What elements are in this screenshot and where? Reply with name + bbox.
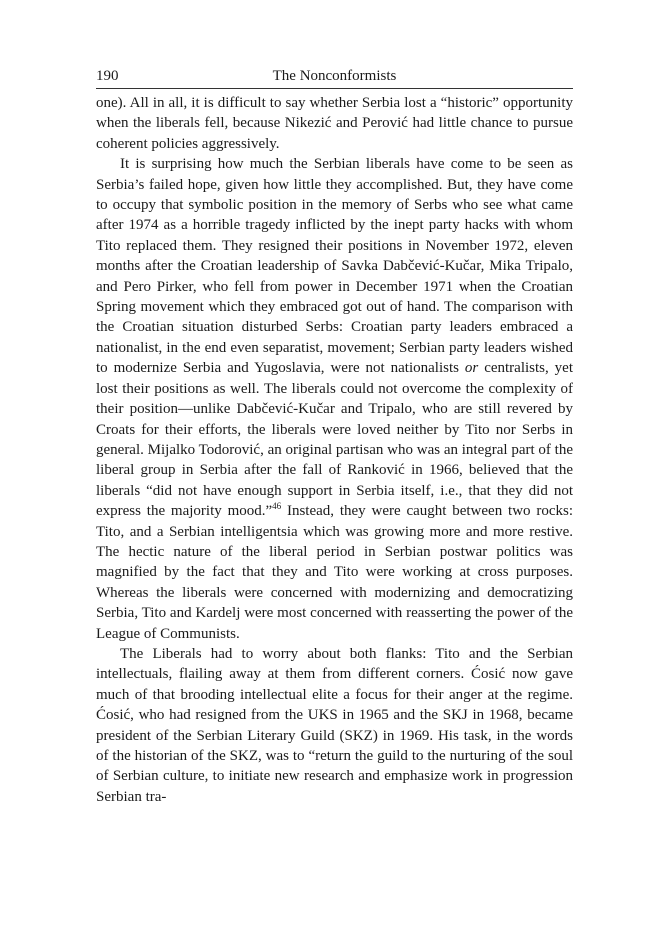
paragraph-3: The Liberals had to worry about both flanks: Tito and the Serbian intellectuals, flailing away at them from different corners. Ćosić now gave much of that brooding intellectual elite a focus for their anger at the regime. Ćosić, who had resigned from the UKS in 1965 and the SKJ in 1968, became president of the Serbian Literary Guild (SKZ) in 1969. His task, in the words of the historian of the SKZ, was to “return the guild to the nurturing of the soul of Serbian culture, to initiate new research and emphasize work in progression Serbian tra- [96,645,573,805]
book-page [96,66,573,807]
body-text [96,93,573,807]
paragraph-2-part-b: centralists, yet lost their positions as well. The liberals could not overcome the complexity of their position—unlike Dabčević-Kučar and Tripalo, who are still revered by Croats for their efforts, the liberals were loved neither by Tito nor Serbs in general. Mijalko Todorović, an original partisan who was an integral part of the liberal group in Serbia after the fall of Ranković in 1966, believed that the liberals “did not have enough support in Serbia itself, i.e., that they did not express the majority mood.” [96,360,574,520]
footnote-marker-46[interactable]: 46 [272,501,282,512]
paragraph-2-part-a: It is surprising how much the Serbian liberals have come to be seen as Serbia’s failed hope, given how little they accomplished. But, they have come to occupy that symbolic position in the memory of Serbs who see what came after 1974 as a horrible tragedy inflicted by the inept party hacks with whom Tito replaced them. They resigned their positions in November 1972, eleven months after the Croatian leadership of Savka Dabčević-Kučar, Mika Tripalo, and Pero Pirker, who fell from power in December 1971 when the Croatian Spring movement which they embraced got out of hand. The comparison with the Croatian situation disturbed Serbs: Croatian party leaders embraced a nationalist, in the end even separatist, movement; Serbian party leaders wished to modernize Serbia and Yugoslavia, were not nationalists [96,156,573,377]
paragraph-2-part-c: Instead, they were caught between two rocks: Tito, and a Serbian intelligentsia which was growing more and more restive. The hectic nature of the liberal period in Serbian postwar politics was magnified by the fact that they and Tito were working at cross purposes. Whereas the liberals were concerned with modernizing and democratizing Serbia, Tito and Kardelj were most concerned with reasserting the power of the League of Communists. [96,503,573,642]
running-title: The Nonconformists [272,68,397,84]
paragraph-1: one). All in all, it is difficult to say whether Serbia lost a “historic” opportunity when the liberals fell, because Nikezić and Perović had little chance to pursue coherent policies aggressively. [96,95,573,152]
running-head [96,66,573,89]
paragraph-2 [96,154,573,644]
page-number: 190 [96,68,119,84]
paragraph-2-emphasis: or [464,360,479,377]
